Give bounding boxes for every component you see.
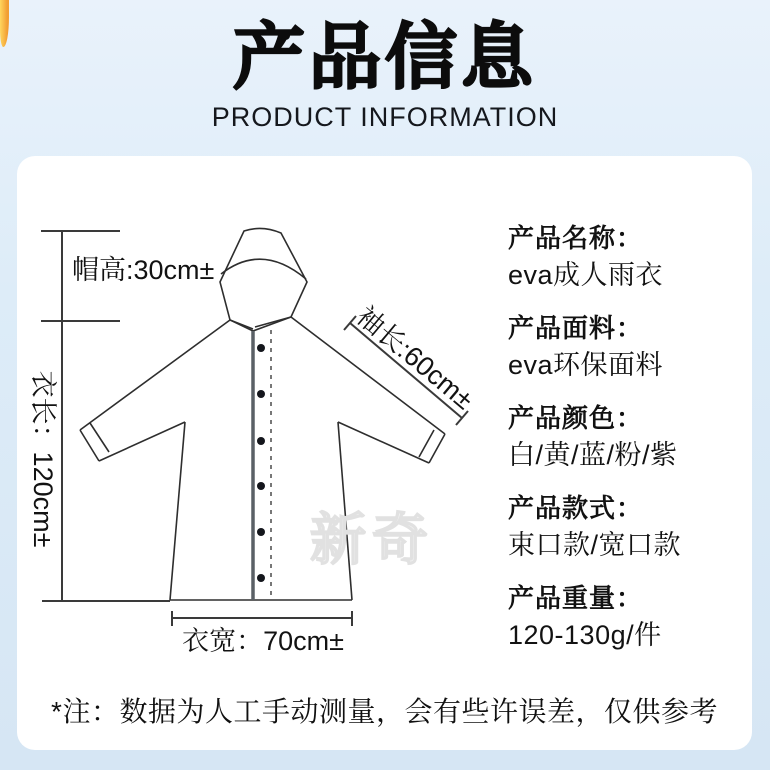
garment-length-label: 衣长：120cm± — [28, 370, 58, 548]
width-dimension — [172, 611, 352, 626]
spec-value: 束口款/宽口款 — [508, 530, 682, 560]
button-dot — [257, 482, 265, 490]
spec-value: 白/黄/蓝/粉/紫 — [508, 440, 678, 470]
spec-label: 产品重量： — [508, 583, 644, 613]
spec-label: 产品款式： — [508, 493, 644, 523]
collar-line — [230, 317, 291, 329]
page-subtitle: PRODUCT INFORMATION — [211, 102, 559, 132]
spec-label: 产品面料： — [508, 313, 644, 343]
raincoat-diagram — [17, 156, 517, 750]
page-title: 产品信息 — [232, 18, 537, 98]
spec-product-name — [508, 220, 748, 294]
spec-label: 产品颜色： — [508, 403, 644, 433]
body-left-edge — [170, 422, 185, 600]
button-dot — [257, 437, 265, 445]
hood-height-label: 帽高:30cm± — [72, 255, 215, 285]
spec-color — [508, 400, 748, 474]
watermark-text: 新奇 — [310, 508, 434, 571]
spec-weight — [508, 580, 748, 654]
button-dot — [257, 528, 265, 536]
spec-value: eva成人雨衣 — [508, 260, 664, 290]
spec-fabric — [508, 310, 748, 384]
spec-value: 120-130g/件 — [508, 620, 662, 650]
hood-outline — [220, 228, 307, 331]
garment-width-label: 衣宽：70cm± — [182, 626, 344, 656]
button-dot — [257, 390, 265, 398]
button-dot — [257, 344, 265, 352]
spec-value: eva环保面料 — [508, 350, 664, 380]
spec-label: 产品名称： — [508, 223, 644, 253]
header — [0, 16, 770, 132]
button-dot — [257, 574, 265, 582]
product-info-card — [17, 156, 752, 750]
buttons — [257, 344, 265, 582]
sleeve-length-label: 袖长:60cm± — [350, 300, 480, 416]
hood-face-curve — [221, 259, 306, 279]
left-sleeve — [80, 320, 230, 461]
measurement-note: *注：数据为人工手动测量，会有些许误差，仅供参考 — [51, 696, 718, 727]
spec-style — [508, 490, 748, 564]
